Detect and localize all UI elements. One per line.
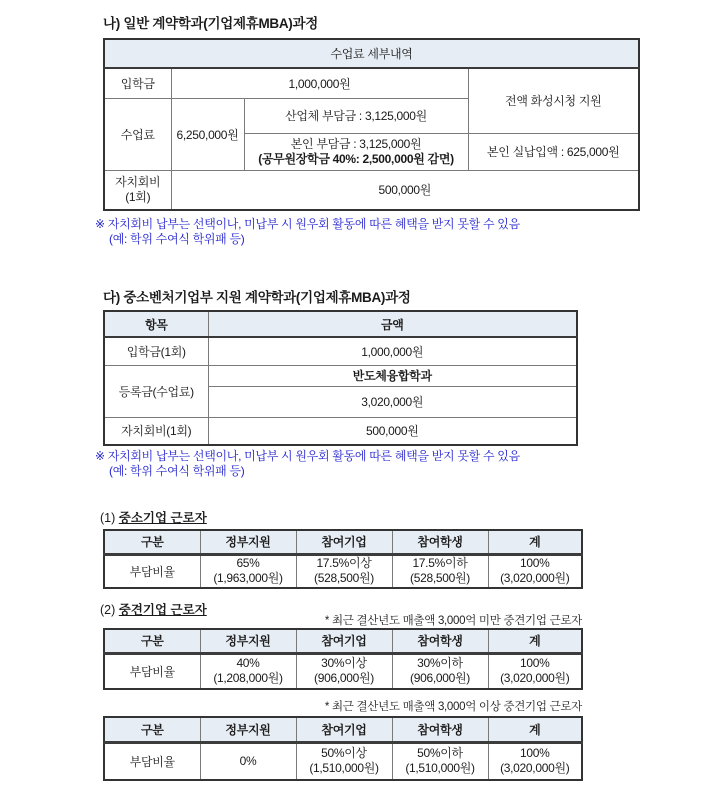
company-share-amount: (528,500원) [314, 571, 374, 586]
company-share-percent: 30%이상 [321, 656, 367, 671]
council-label-line2: (1회) [125, 189, 151, 204]
self-share-line2: (공무원장학금 40%: 2,500,000원 감면) [258, 151, 454, 166]
col-header-gov-support: 정부지원 [200, 629, 296, 653]
sub2-number: (2) [100, 603, 116, 617]
council-note-b-line1: ※ 자치회비 납부는 선택이나, 미납부 시 원우회 활동에 따른 혜택을 받지 못할 수 있음 [95, 217, 520, 231]
total-share-percent: 100% [520, 746, 550, 761]
col-header-total: 계 [488, 530, 582, 554]
section-b-heading: 나) 일반 계약학과(기업제휴MBA)과정 [103, 16, 318, 31]
tuition-detail-table [103, 38, 640, 211]
registration-label: 등록금(수업료) [104, 365, 208, 417]
council-once-value: 500,000원 [208, 417, 577, 445]
entrance-once-label: 입학금(1회) [104, 337, 208, 365]
sub1-heading [100, 508, 207, 526]
total-share-percent: 100% [520, 556, 550, 571]
council-fee-label [104, 170, 171, 210]
total-share-cell [488, 653, 582, 689]
gov-support-percent: 65% [236, 556, 260, 571]
col-header-item: 항목 [104, 311, 208, 337]
council-note-b [95, 217, 520, 247]
company-share-amount: (906,000원) [314, 671, 374, 686]
total-share-percent: 100% [520, 656, 550, 671]
col-header-total: 계 [488, 629, 582, 653]
sub1-title: 중소기업 근로자 [118, 511, 207, 525]
col-header-total: 계 [488, 717, 582, 742]
col-header-category: 구분 [104, 629, 200, 653]
tuition-table-title: 수업료 세부내역 [104, 39, 639, 68]
entrance-once-value: 1,000,000원 [208, 337, 577, 365]
council-label-line1: 자치회비 [115, 174, 161, 189]
col-header-company: 참여기업 [296, 530, 392, 554]
student-share-percent: 50%이하 [417, 746, 463, 761]
section-c-heading: 다) 중소벤처기업부 지원 계약학과(기업제휴MBA)과정 [103, 290, 411, 305]
total-share-amount: (3,020,000원) [500, 571, 570, 586]
gov-support-cell [200, 554, 296, 588]
council-note-c-line1: ※ 자치회비 납부는 선택이나, 미납부 시 원우회 활동에 따른 혜택을 받지 못할 수 있음 [95, 449, 520, 463]
council-note-b-line2: (예: 학위 수여식 학위패 등) [109, 232, 245, 246]
col-header-gov-support: 정부지원 [200, 717, 296, 742]
self-share-cell [244, 133, 468, 170]
student-share-amount: (528,500원) [410, 571, 470, 586]
company-share-amount: (1,510,000원) [309, 761, 379, 776]
col-header-gov-support: 정부지원 [200, 530, 296, 554]
col-header-student: 참여학생 [392, 629, 488, 653]
company-share-cell [296, 554, 392, 588]
revenue-over-note: * 최근 결산년도 매출액 3,000억 이상 중견기업 근로자 [324, 701, 582, 713]
col-header-student: 참여학생 [392, 530, 488, 554]
department-name-cell: 반도체융합학과 [208, 365, 577, 386]
total-share-cell [488, 554, 582, 588]
col-header-company: 참여기업 [296, 717, 392, 742]
sub1-number: (1) [100, 511, 116, 525]
sub2-title: 중견기업 근로자 [118, 603, 207, 617]
council-note-c [95, 449, 520, 479]
council-fee-value: 500,000원 [171, 170, 639, 210]
col-header-category: 구분 [104, 717, 200, 742]
col-header-category: 구분 [104, 530, 200, 554]
tuition-label: 수업료 [104, 98, 171, 170]
tuition-total-value: 6,250,000원 [171, 98, 244, 170]
col-header-amount: 금액 [208, 311, 577, 337]
self-share-line1: 본인 부담금 : 3,125,000원 [290, 136, 422, 151]
student-share-percent: 30%이하 [417, 656, 463, 671]
council-once-label: 자치회비(1회) [104, 417, 208, 445]
gov-support-cell: 0% [200, 742, 296, 780]
student-share-cell [392, 653, 488, 689]
small-company-ratio-table [103, 529, 583, 589]
revenue-under-note: * 최근 결산년도 매출액 3,000억 미만 중견기업 근로자 [324, 615, 582, 627]
gov-support-cell [200, 653, 296, 689]
student-share-cell [392, 742, 488, 780]
ministry-support-table [103, 310, 578, 446]
entrance-fee-label: 입학금 [104, 68, 171, 98]
company-share-cell [296, 653, 392, 689]
total-share-cell [488, 742, 582, 780]
midsize-under-ratio-table [103, 628, 583, 690]
registration-value: 3,020,000원 [208, 386, 577, 417]
ratio-row-label: 부담비율 [104, 742, 200, 780]
student-share-cell [392, 554, 488, 588]
ratio-row-label: 부담비율 [104, 653, 200, 689]
company-share-percent: 17.5%이상 [316, 556, 372, 571]
gov-support-amount: (1,208,000원) [213, 671, 283, 686]
self-net-cell: 본인 실납입액 : 625,000원 [468, 133, 639, 170]
student-share-amount: (906,000원) [410, 671, 470, 686]
company-share-percent: 50%이상 [321, 746, 367, 761]
gov-support-amount: (1,963,000원) [213, 571, 283, 586]
midsize-over-ratio-table [103, 716, 583, 781]
company-share-cell [296, 742, 392, 780]
council-note-c-line2: (예: 학위 수여식 학위패 등) [109, 464, 245, 478]
industry-share-cell: 산업체 부담금 : 3,125,000원 [244, 98, 468, 133]
gov-support-percent: 40% [236, 656, 260, 671]
col-header-student: 참여학생 [392, 717, 488, 742]
total-share-amount: (3,020,000원) [500, 671, 570, 686]
entrance-fee-value: 1,000,000원 [171, 68, 468, 98]
student-share-amount: (1,510,000원) [405, 761, 475, 776]
total-share-amount: (3,020,000원) [500, 761, 570, 776]
ratio-row-label: 부담비율 [104, 554, 200, 588]
student-share-percent: 17.5%이하 [412, 556, 468, 571]
col-header-company: 참여기업 [296, 629, 392, 653]
city-support-cell: 전액 화성시청 지원 [468, 68, 639, 133]
